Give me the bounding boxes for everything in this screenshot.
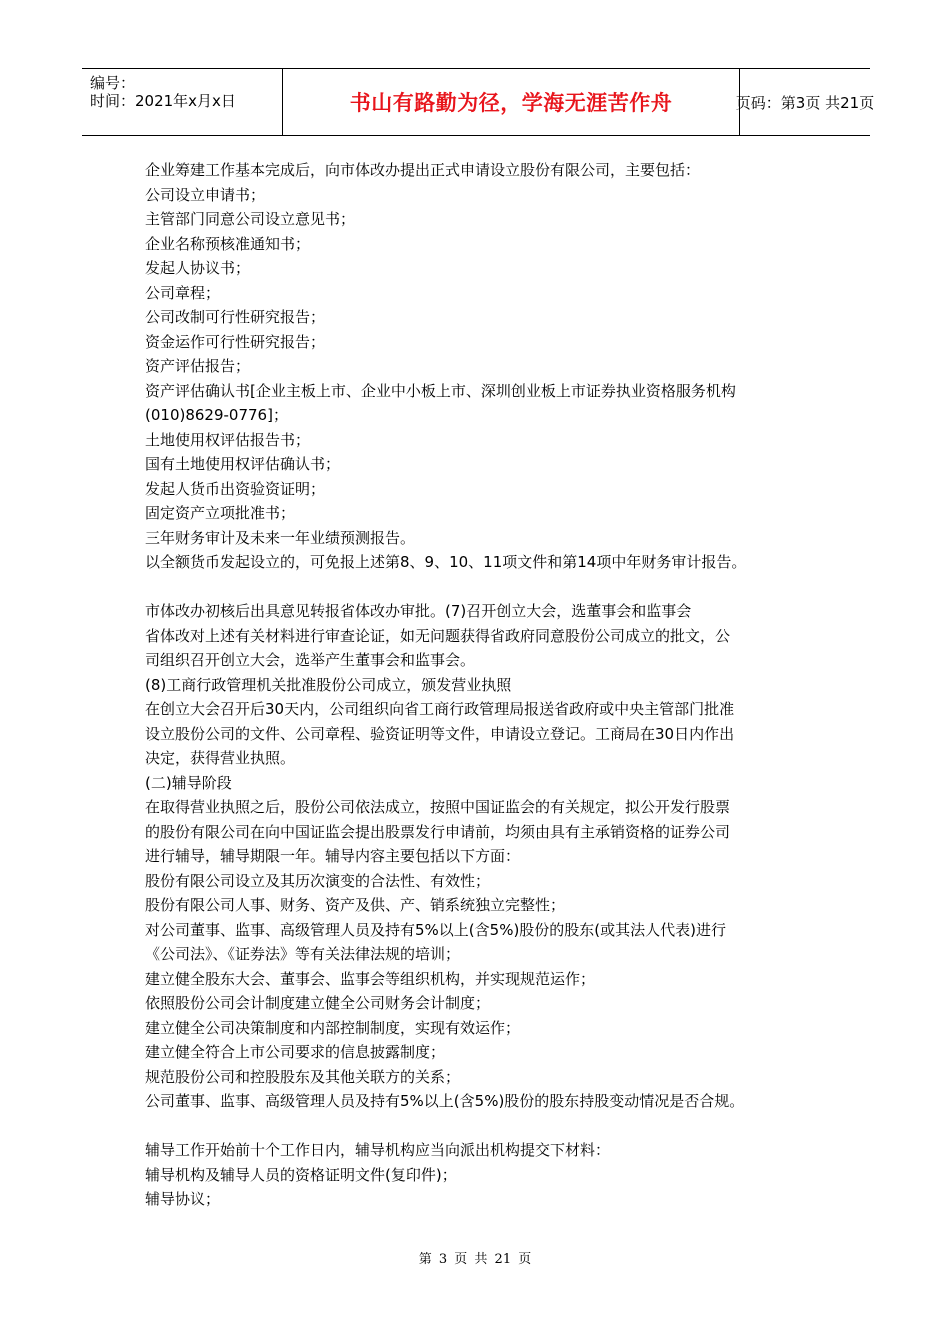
text-line: 的股份有限公司在向中国证监会提出股票发行申请前，均须由具有主承销资格的证券公司 (145, 822, 731, 841)
header-motto-cell (283, 69, 740, 135)
text-line: 辅导协议； (145, 1190, 221, 1208)
text-line: 公司设立申请书； (145, 185, 266, 204)
text-line: 决定，获得营业执照。 (145, 749, 296, 767)
text-line: 规范股份公司和控股股东及其他关联方的关系； (145, 1067, 461, 1086)
text-line: 建立健全股东大会、董事会、监事会等组织机构，并实现规范运作； (145, 969, 596, 988)
text-line: 资金运作可行性研究报告； (145, 332, 326, 351)
text-line: 设立股份公司的文件、公司章程、验资证明等文件，申请设立登记。工商局在30日内作出 (145, 724, 735, 743)
text-line: 在创立大会召开后30天内，公司组织向省工商行政管理局报送省政府或中央主管部门批准 (145, 700, 735, 718)
document-body (145, 158, 825, 1212)
text-line: 司组织召开创立大会，选举产生董事会和监事会。 (145, 651, 476, 669)
text-line: 发起人货币出资验资证明； (145, 479, 326, 498)
text-line: 企业名称预核准通知书； (145, 234, 311, 253)
text-line: 《公司法》、《证券法》等有关法律法规的培训； (145, 945, 461, 963)
text-line: 进行辅导，辅导期限一年。辅导内容主要包括以下方面： (145, 847, 521, 865)
text-line: 国有土地使用权评估确认书； (145, 455, 341, 473)
text-line: 三年财务审计及未来一年业绩预测报告。 (145, 528, 416, 547)
text-line: 建立健全符合上市公司要求的信息披露制度； (145, 1043, 446, 1061)
text-line: 股份有限公司设立及其历次演变的合法性、有效性； (145, 871, 491, 890)
text-line: 公司章程； (145, 283, 221, 302)
text-line: 发起人协议书； (145, 259, 251, 277)
text-line: 土地使用权评估报告书； (145, 430, 311, 449)
header-meta (82, 69, 283, 135)
text-line: (010)8629-0776]； (145, 406, 288, 424)
document-number-label: 编号： (90, 74, 136, 92)
text-line: 固定资产立项批准书； (145, 504, 296, 522)
paragraph-gap (145, 575, 825, 600)
text-line: 企业筹建工作基本完成后，向市体改办提出正式申请设立股份有限公司，主要包括： (145, 161, 701, 179)
text-line: 辅导工作开始前十个工作日内，辅导机构应当向派出机构提交下材料： (145, 1141, 611, 1159)
text-line: (二)辅导阶段 (145, 773, 232, 792)
text-line: 主管部门同意公司设立意见书； (145, 210, 356, 228)
text-line: 资产评估确认书[企业主板上市、企业中小板上市、深圳创业板上市证券执业资格服务机构 (145, 381, 736, 400)
text-line: 建立健全公司决策制度和内部控制制度，实现有效运作； (145, 1018, 521, 1037)
text-line: 在取得营业执照之后，股份公司依法成立，按照中国证监会的有关规定，拟公开发行股票 (145, 798, 731, 816)
text-line: 对公司董事、监事、高级管理人员及持有5%以上(含5%)股份的股东(或其法人代表)进行 (145, 920, 727, 939)
paragraph-gap (145, 1114, 825, 1139)
text-line: (8)工商行政管理机关批准股份公司成立，颁发营业执照 (145, 675, 512, 694)
header-page-cell (735, 69, 875, 135)
header-motto: 书山有路勤为径，学海无涯苦作舟 (349, 91, 673, 115)
text-line: 股份有限公司人事、财务、资产及供、产、销系统独立完整性； (145, 896, 566, 914)
text-line: 辅导机构及辅导人员的资格证明文件(复印件)； (145, 1165, 457, 1184)
page-header (82, 68, 875, 136)
text-line: 依照股份公司会计制度建立健全公司财务会计制度； (145, 994, 491, 1012)
header-page-info: 页码：第3页 共21页 (735, 93, 875, 112)
document-time-label: 时间：2021年x月x日 (90, 92, 236, 110)
text-line: 公司改制可行性研究报告； (145, 308, 326, 326)
text-line: 资产评估报告； (145, 357, 251, 375)
page-footer: 第 3 页 共 21 页 (418, 1252, 532, 1267)
text-line: 公司董事、监事、高级管理人员及持有5%以上(含5%)股份的股东持股变动情况是否合规。 (145, 1092, 745, 1110)
text-line: 省体改对上述有关材料进行审查论证，如无问题获得省政府同意股份公司成立的批文，公 (145, 626, 731, 645)
text-line: 市体改办初核后出具意见转报省体改办审批。(7)召开创立大会，选董事会和监事会 (145, 602, 692, 620)
text-line: 以全额货币发起设立的，可免报上述第8、9、10、11项文件和第14项中年财务审计报告。 (145, 553, 747, 571)
